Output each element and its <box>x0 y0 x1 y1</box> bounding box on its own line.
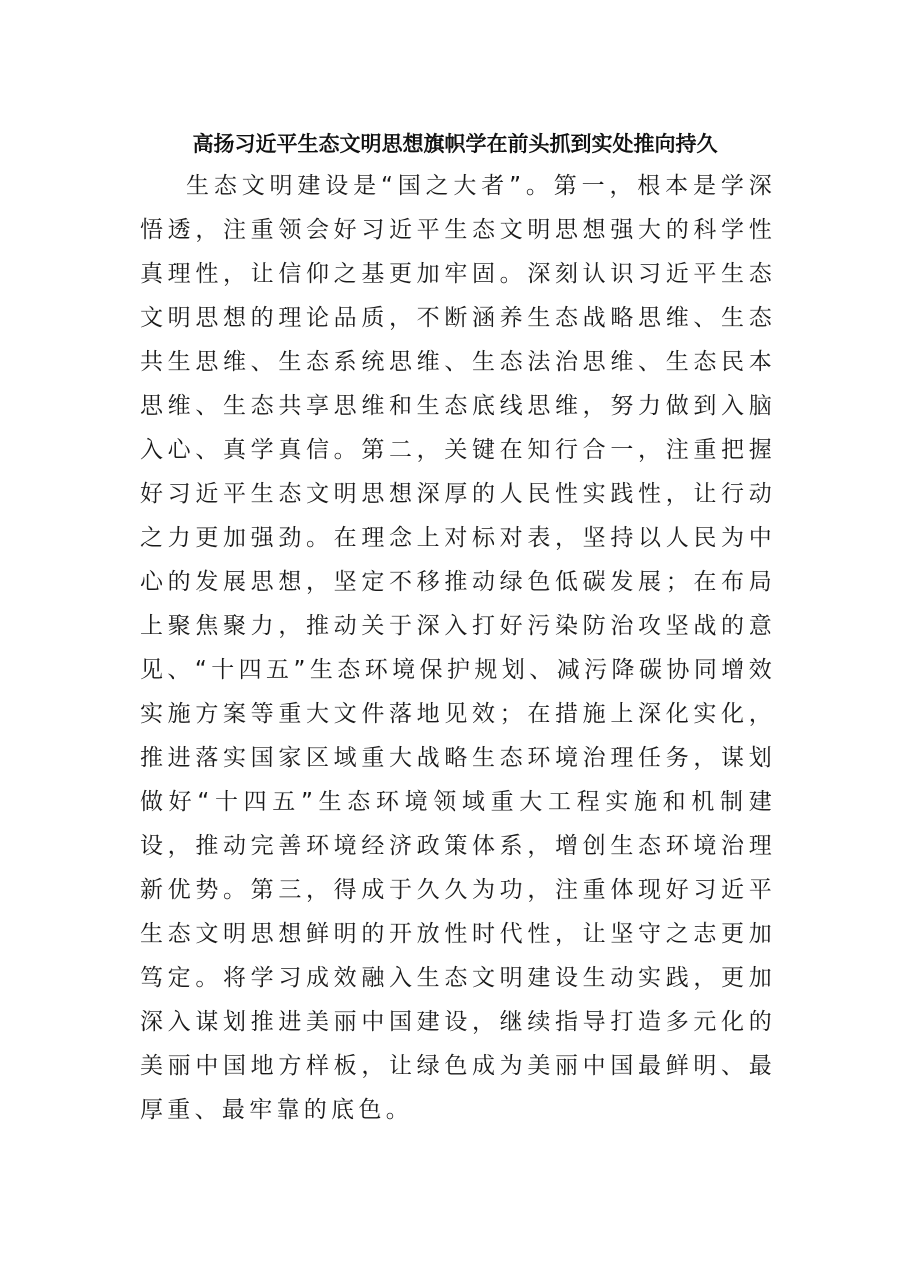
body-paragraph: 生态文明建设是“国之大者”。第一，根本是学深悟透，注重领会好习近平生态文明思想强大的科学性真理性，让信仰之基更加牢固。深刻认识习近平生态文明思想的理论品质，不断涵养生态战略思维、生态共生思维、生态系统思维、生态法治思维、生态民本思维、生态共享思维和生态底线思维，努力做到入脑入心、真学真信。第二，关键在知行合一，注重把握好习近平生态文明思想深厚的人民性实践性，让行动之力更加强劲。在理念上对标对表，坚持以人民为中心的发展思想，坚定不移推动绿色低碳发展；在布局上聚焦聚力，推动关于深入打好污染防治攻坚战的意见、“十四五”生态环境保护规划、减污降碳协同增效实施方案等重大文件落地见效；在措施上深化实化，推进落实国家区域重大战略生态环境治理任务，谋划做好“十四五”生态环境领域重大工程实施和机制建设，推动完善环境经济政策体系，增创生态环境治理新优势。第三，得成于久久为功，注重体现好习近平生态文明思想鲜明的开放性时代性，让坚守之志更加笃定。将学习成效融入生态文明建设生动实践，更加深入谋划推进美丽中国建设，继续指导打造多元化的美丽中国地方样板，让绿色成为美丽中国最鲜明、最厚重、最牢靠的底色。 <box>140 173 776 1123</box>
document-title: 高扬习近平生态文明思想旗帜学在前头抓到实处推向持久 <box>192 131 718 156</box>
